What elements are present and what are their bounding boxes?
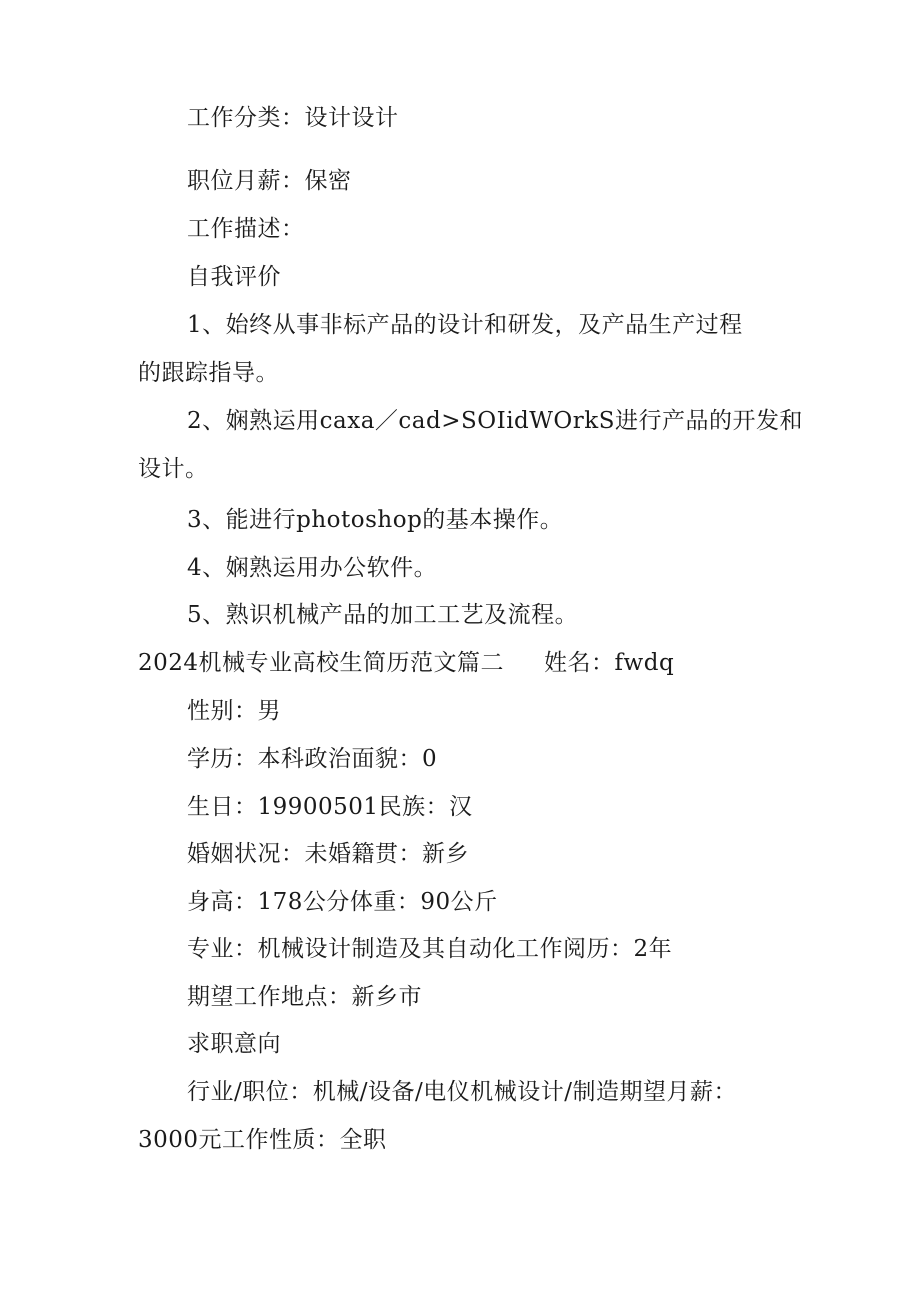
evaluation-item-2-line-1: 2、娴熟运用caxa／cad>SOIidWOrkS进行产品的开发和 <box>187 408 803 434</box>
major-field: 专业：机械设计制造及其自动化工作阅历：2年 <box>187 936 673 962</box>
section-2-title-row <box>138 648 798 678</box>
height-weight-field: 身高：178公分体重：90公斤 <box>187 889 498 915</box>
evaluation-item-4: 4、娴熟运用办公软件。 <box>187 555 438 581</box>
section-2-title: 2024机械专业高校生简历范文篇二 <box>138 650 505 676</box>
job-category: 工作分类：设计设计 <box>187 105 399 131</box>
evaluation-item-1-line-2: 的跟踪指导。 <box>138 360 279 386</box>
job-description: 工作描述： <box>187 216 305 242</box>
marital-field: 婚姻状况：未婚籍贯：新乡 <box>187 841 469 867</box>
birth-field: 生日：19900501民族：汉 <box>187 794 473 820</box>
evaluation-item-3: 3、能进行photoshop的基本操作。 <box>187 507 564 533</box>
industry-line-2: 3000元工作性质：全职 <box>138 1127 387 1153</box>
monthly-salary: 职位月薪：保密 <box>187 168 352 194</box>
evaluation-item-2-line-2: 设计。 <box>138 456 209 482</box>
evaluation-item-5: 5、熟识机械产品的加工工艺及流程。 <box>187 602 579 628</box>
education-field: 学历：本科政治面貌：0 <box>187 746 438 772</box>
gender-field: 性别：男 <box>187 698 281 724</box>
self-evaluation-heading: 自我评价 <box>187 264 281 290</box>
industry-line-1: 行业/职位：机械/设备/电仪机械设计/制造期望月薪： <box>187 1079 737 1105</box>
name-field: 姓名：fwdq <box>544 650 675 676</box>
evaluation-item-1-line-1: 1、始终从事非标产品的设计和研发，及产品生产过程 <box>187 312 743 338</box>
location-field: 期望工作地点：新乡市 <box>187 984 422 1010</box>
intention-heading: 求职意向 <box>187 1031 281 1057</box>
